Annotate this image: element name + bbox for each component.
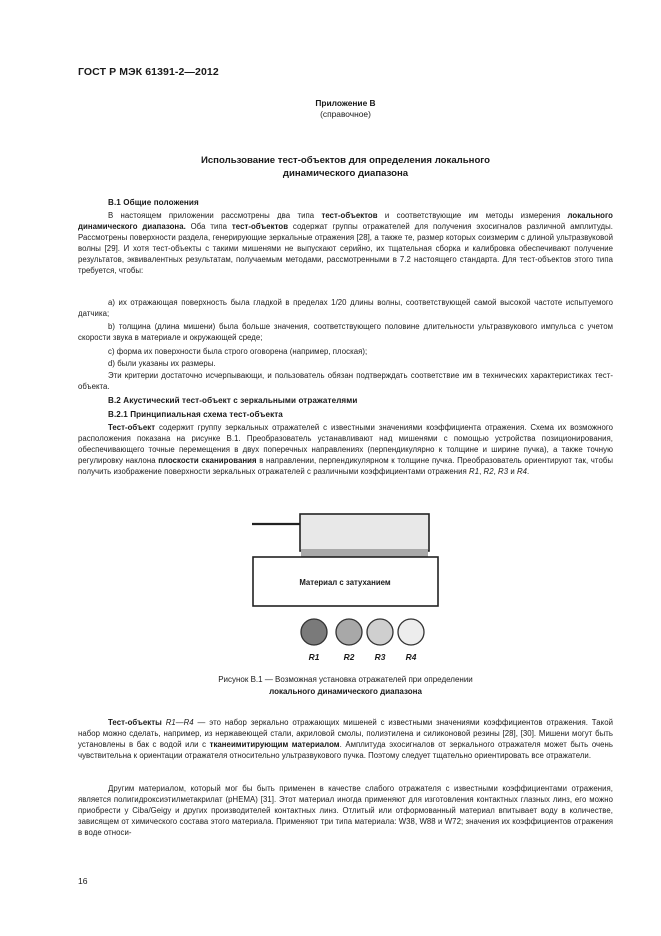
reflector-r4 bbox=[398, 619, 424, 645]
list-item-c: c) форма их поверхности была строго оговорена (например, плоская); bbox=[108, 347, 368, 356]
body-paragraph-1 bbox=[78, 717, 613, 761]
section-b2-heading: В.2 Акустический тест-объект с зеркальными отражателями bbox=[108, 396, 358, 405]
text-run: и соответствующие им методы измерения bbox=[377, 211, 568, 220]
material-label: Материал с затуханием bbox=[299, 578, 391, 587]
text-run: В настоящем приложении рассмотрены два типа bbox=[108, 211, 322, 220]
figure-caption-line-1: Рисунок В.1 — Возможная установка отражателей при определении bbox=[218, 675, 473, 684]
reflector-r3 bbox=[367, 619, 393, 645]
reflector-ref: R1 bbox=[469, 467, 480, 476]
transducer-face bbox=[301, 549, 428, 557]
reflector-ref: R3 bbox=[498, 467, 509, 476]
document-header: ГОСТ Р МЭК 61391-2—2012 bbox=[78, 66, 219, 78]
figure-caption bbox=[78, 674, 613, 698]
page-title-line-2: динамического диапазона bbox=[282, 167, 409, 179]
section-b1-heading: В.1 Общие положения bbox=[108, 198, 199, 207]
text-run: . Амплитуда эхосигналов от зеркального отражателя может быть очень чувствительна к ориентации отражателя относительно ультразвукового пучка. Поэтому следует тщательно ориентировать все отражатели. bbox=[78, 740, 613, 760]
section-b2-1-heading: В.2.1 Принципиальная схема тест-объекта bbox=[108, 410, 283, 419]
figure-caption-bold: локального динамического диапазона bbox=[269, 687, 422, 696]
text-run: , bbox=[479, 467, 484, 476]
text-run: содержит группу зеркальных отражателей с известными значениями коэффициента отражения. Схема их возможного расположения показана на рисунке В.1. Преобразователь устанавливают над мишенями с помощью устройства позиционирования, обеспечивающего точные перемещения в двух поперечных направлениях (перпендикулярно к толщине и ширине пучка), а также точную регулировку наклона bbox=[78, 423, 613, 465]
bold-term: тест-объектов bbox=[321, 211, 378, 220]
bold-term: плоскости сканирования bbox=[158, 456, 257, 465]
reflector-ref: R2 bbox=[483, 467, 494, 476]
appendix-subtitle: (справочное) bbox=[320, 109, 371, 119]
reflector-r1 bbox=[301, 619, 327, 645]
text-run: и bbox=[508, 467, 517, 476]
text-run: . bbox=[527, 467, 530, 476]
bold-term: Тест-объекты bbox=[108, 718, 162, 727]
reflector-r2 bbox=[336, 619, 362, 645]
text-run: содержат группы отражателей для получения эхосигналов различной амплитуды. Рассмотрены поверхности раздела, генерирующие зеркальные отражения [28], а также те, размер которых соизмерим с длиной ультразвуковой волны [29]. И хотя тест-объекты с такими мишенями не выпускают серийно, их тщательная сборка и калибровка обеспечивают получение результатов, эквивалентных результатам, получаемым методами, рассмотренными в 7.2 настоящего стандарта. Для тест-объектов этого типа требуется, чтобы: bbox=[78, 222, 614, 275]
body-paragraph-2: Другим материалом, который мог бы быть применен в качестве слабого отражателя с известными коэффициентами отражения, является полигидроксиэтилметакрилат (pHEMA) [31]. Этот материал иногда применяют для изготовления контактных глазных линз, его можно приобрести у Ciba/Geigy и других производителей контактных линз. Отлитый или отформованный материал впитывает воду в количестве, зависящем от химического состава этого материала. Применяют три типа материала: W38, W88 и W72; значения их коэффициентов отражения в воде относи- bbox=[78, 784, 613, 837]
reflector-label-r3: R3 bbox=[374, 652, 386, 662]
text-run: — bbox=[175, 718, 184, 727]
bold-term: тканеимитирующим материалом bbox=[209, 740, 340, 749]
text-run: в направлении, перпендикулярном к толщине пучка. Преобразователь ориентируют так, чтобы получить изображение поверхности зеркальных отражателей с различными коэффициентами отражения bbox=[78, 456, 613, 476]
figure-caption-line-2 bbox=[78, 686, 613, 698]
reflector-ref: R4 bbox=[516, 467, 528, 476]
section-b1-paragraph-2: Эти критерии достаточно исчерпывающи, и пользователь обязан подтверждать соответствие им в технических характеристиках тест-объекта. bbox=[78, 371, 613, 391]
text-run: , bbox=[493, 467, 499, 476]
text-run: — это набор зеркально отражающих мишеней с известными значениями коэффициентов отражения. Такой набор можно сделать, например, из нержавеющей стали, акриловой смолы, полиэтилена и силиконовой резины [28], [30]. Мишени могут быть установлены в бак с водой или с bbox=[78, 718, 613, 749]
reflector-label-r2: R2 bbox=[343, 652, 355, 662]
reflector-ref: R4 bbox=[183, 718, 194, 727]
appendix-title: Приложение В bbox=[315, 98, 376, 108]
page-number: 16 bbox=[78, 876, 88, 886]
reflector-label-r1: R1 bbox=[308, 652, 320, 662]
bold-term: Тест-объект bbox=[108, 423, 156, 432]
text-run: Оба типа bbox=[185, 222, 232, 231]
reflector-ref: R1 bbox=[165, 718, 176, 727]
reflector-label-r4: R4 bbox=[405, 652, 417, 662]
transducer-body bbox=[300, 514, 429, 551]
bold-term: тест-объектов bbox=[231, 222, 289, 231]
bold-term: локального динамического диапазона. bbox=[78, 211, 613, 231]
page-title-line-1: Использование тест-объектов для определения локального bbox=[200, 155, 491, 166]
list-item-a: a) их отражающая поверхность была гладкой в пределах 1/20 длины волны, соответствующей самой высокой частоте испытуемого датчика; bbox=[78, 298, 613, 318]
list-item-b: b) толщина (длина мишени) была больше значения, соответствующего половине длительности ультразвукового импульса с учетом скорости звука в материале и окружающей среде; bbox=[78, 322, 613, 342]
list-item-d: d) были указаны их размеры. bbox=[108, 359, 216, 368]
